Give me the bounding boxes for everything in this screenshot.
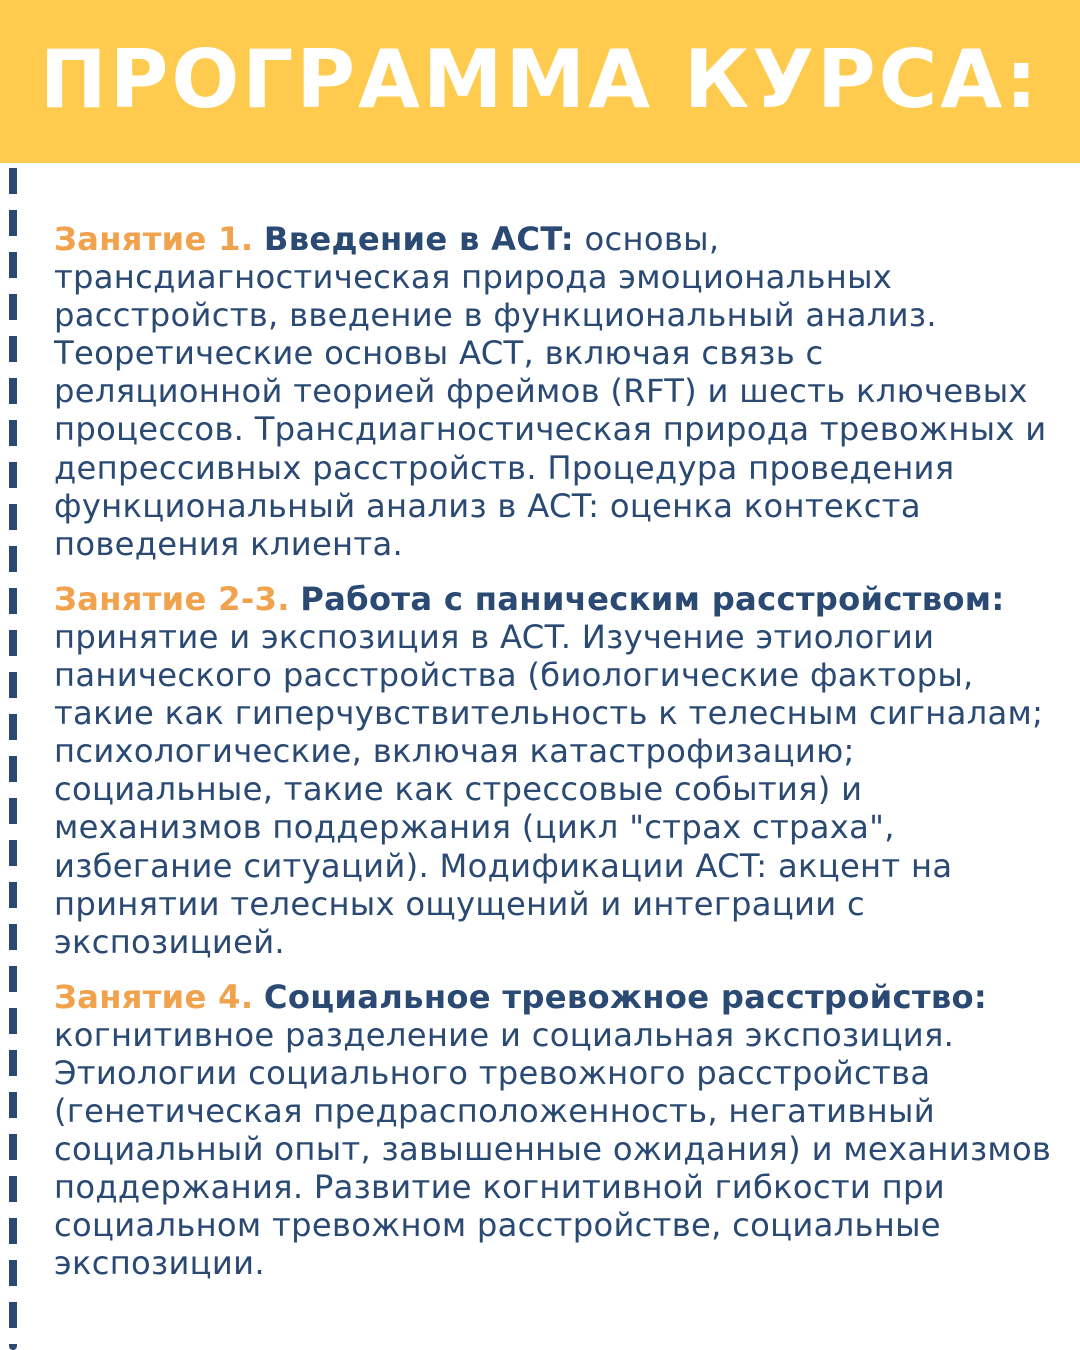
lesson-4-topic: Социальное тревожное расстройство: <box>263 977 988 1016</box>
dashed-border-left <box>9 0 17 1350</box>
lesson-1-description: основы, трансдиагностическая природа эмоциональных расстройств, введение в функциональный анализ. Теоретические основы ACT, включая связь с реляционной теорией фреймов (RFT) и шесть ключевых процессов. Трансдиагностическая природа тревожных и депрессивных расстройств. Процедура проведения функциональный анализ в ACT: оценка контекста поведения клиента. <box>54 220 1047 563</box>
lesson-2-3-label: Занятие 2-3. <box>54 579 290 618</box>
lesson-1-label: Занятие 1. <box>54 220 254 258</box>
lesson-1-topic: Введение в ACT: <box>263 220 574 258</box>
lesson-4-block <box>54 978 1054 1283</box>
lesson-2-3-description: принятие и экспозиция в ACT. Изучение этиологии панического расстройства (биологические факторы, такие как гиперчувствительность к телесным сигналам; психологические, включая катастрофизацию; социальные, такие как стрессовые события) и механизмов поддержания (цикл "страх страха", избегание ситуаций). Модификации ACT: акцент на принятии телесных ощущений и интеграции с экспозицией. <box>54 617 1044 961</box>
lesson-4-label: Занятие 4. <box>54 977 254 1016</box>
lesson-1-block <box>54 220 1054 563</box>
page-title: ПРОГРАММА КУРСА: <box>39 33 1041 126</box>
lesson-2-3-topic: Работа с паническим расстройством: <box>300 579 1005 618</box>
header-banner <box>0 0 1080 163</box>
lesson-2-3-block <box>54 580 1054 961</box>
lesson-4-description: когнитивное разделение и социальная экспозиция. Этиологии социального тревожного расстройства (генетическая предрасположенность, негативный социальный опыт, завышенные ожидания) и механизмов поддержания. Развитие когнитивной гибкости при социальном тревожном расстройстве, социальные экспозиции. <box>54 1015 1052 1283</box>
course-program-list <box>54 220 1054 1300</box>
